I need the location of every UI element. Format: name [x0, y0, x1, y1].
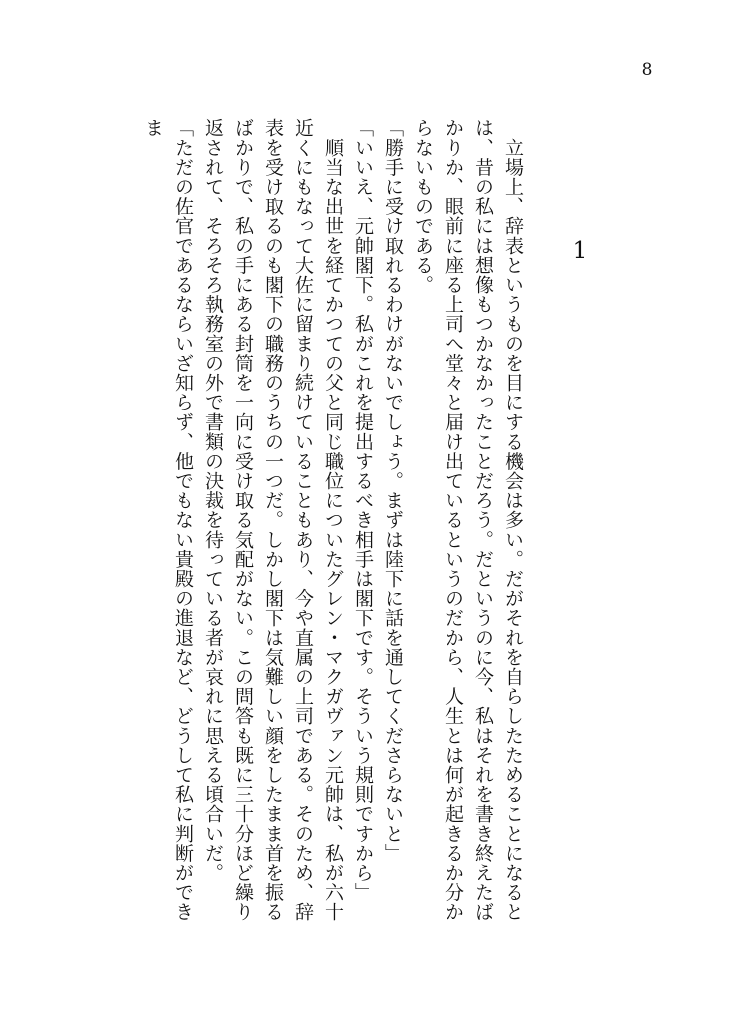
paragraph: 「勝手に受け取れるわけがないでしょう。まずは陸下に話を通してくださらないと」 — [382, 118, 404, 863]
paragraph: 「いいえ、元帥閣下。私がこれを提出するべき相手は閣下です。そういう規則ですから」 — [352, 118, 374, 902]
chapter-number: 1 — [572, 238, 588, 264]
page-number: 8 — [641, 60, 653, 80]
paragraph: 「ただの佐官であるならいざ知らず、他でもない貴殿の進退など、どうして私に判断ができま — [142, 118, 194, 922]
body-text — [138, 118, 528, 938]
paragraph: 順当な出世を経てかつての父と同じ職位についたグレン・マクガヴァン元帥は、私が六十近くにもなって大佐に留まり続けていることもあり、今や直属の上司である。そのため、辞表を受け取るのも閣下の職務のうちの一つだ。しかし閣下は気難しい顔をしたまま首を振るばかりで、私の手にある封筒を一向に受け取る気配がない。この問答も既に三十分ほど繰り返されて、そろそろ執務室の外で書類の決裁を待っている者が哀れに思える頃合いだ。 — [202, 118, 344, 922]
paragraph: 立場上、辞表というものを目にする機会は多い。だがそれを自らしたためることになるとは、昔の私には想像もつかなかったことだろう。だというのに今、私はそれを書き終えたばかりか、眼前に座る上司へ堂々と届け出ているというのだから、人生とは何が起きるか分からないものである。 — [412, 118, 524, 922]
